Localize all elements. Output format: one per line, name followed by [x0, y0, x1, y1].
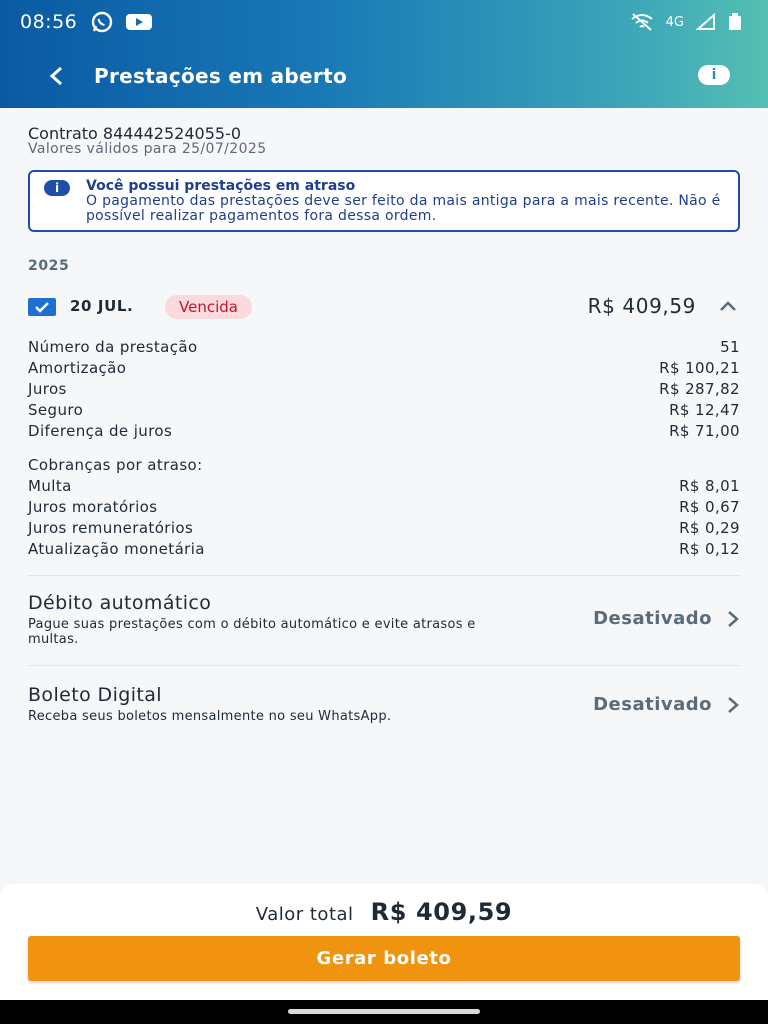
late-fee-row	[28, 519, 740, 540]
chevron-left-icon	[48, 66, 64, 86]
detail-row	[28, 422, 740, 443]
year-heading: 2025	[28, 258, 70, 274]
detail-row	[28, 338, 740, 359]
auto-debit-status: Desativado	[593, 608, 712, 629]
digital-slip-status: Desativado	[593, 694, 712, 715]
status-bar	[20, 10, 742, 34]
total-summary	[0, 898, 768, 926]
alert-message: O pagamento das prestações deve ser feito da mais antiga para a mais recente. Não é possível realizar pagamentos fora dessa ordem.	[86, 193, 721, 224]
fee-value: R$ 0,29	[679, 519, 740, 537]
detail-label: Diferença de juros	[28, 422, 173, 440]
contract-number: Contrato 844442524055-0	[28, 124, 242, 143]
auto-debit-title: Débito automático	[28, 592, 212, 614]
total-label: Valor total	[255, 904, 354, 925]
fee-label: Juros moratórios	[28, 498, 158, 516]
battery-icon	[728, 13, 742, 31]
generate-slip-button[interactable]: Gerar boleto	[28, 936, 740, 981]
auto-debit-setting[interactable]	[28, 592, 740, 652]
installment-amount: R$ 409,59	[587, 294, 696, 318]
signal-icon	[696, 13, 716, 31]
detail-label: Amortização	[28, 359, 127, 377]
detail-row	[28, 380, 740, 401]
divider	[28, 575, 740, 576]
main-content	[0, 108, 768, 884]
installment-details	[28, 338, 740, 561]
detail-row	[28, 401, 740, 422]
fee-value: R$ 0,67	[679, 498, 740, 516]
detail-value: R$ 12,47	[669, 401, 740, 419]
detail-label: Número da prestação	[28, 338, 198, 356]
detail-value: R$ 71,00	[669, 422, 740, 440]
youtube-icon	[125, 13, 153, 31]
late-fee-row	[28, 498, 740, 519]
info-button[interactable]	[698, 65, 730, 85]
chevron-right-icon	[726, 696, 740, 714]
detail-row	[28, 359, 740, 380]
info-icon: i	[711, 67, 717, 83]
chevron-up-icon[interactable]	[718, 298, 738, 314]
digital-slip-toggle-link[interactable]	[593, 694, 740, 715]
late-fee-row	[28, 540, 740, 561]
home-gesture-handle[interactable]	[288, 1009, 480, 1014]
fee-value: R$ 0,12	[679, 540, 740, 558]
late-fees-heading: Cobranças por atraso:	[28, 456, 203, 474]
detail-value: 51	[720, 338, 740, 356]
check-icon	[34, 301, 50, 313]
auto-debit-description: Pague suas prestações com o débito automático e evite atrasos e multas.	[28, 617, 476, 647]
validity-date: Valores válidos para 25/07/2025	[28, 141, 267, 157]
fee-value: R$ 8,01	[679, 477, 740, 495]
app-header	[0, 0, 768, 108]
fee-label: Juros remuneratórios	[28, 519, 194, 537]
late-payment-alert	[28, 170, 740, 232]
fee-label: Atualização monetária	[28, 540, 205, 558]
fee-label: Multa	[28, 477, 72, 495]
installment-date: 20 JUL.	[70, 297, 134, 315]
wifi-off-icon	[630, 13, 654, 31]
back-button[interactable]	[36, 56, 76, 96]
chevron-right-icon	[726, 610, 740, 628]
page-title: Prestações em aberto	[94, 64, 347, 88]
detail-label: Juros	[28, 380, 67, 398]
digital-slip-title: Boleto Digital	[28, 684, 162, 706]
digital-slip-description: Receba seus boletos mensalmente no seu WhatsApp.	[28, 709, 392, 724]
divider	[28, 665, 740, 666]
alert-title: Você possui prestações em atraso	[86, 178, 356, 194]
whatsapp-icon	[89, 11, 115, 33]
detail-value: R$ 100,21	[659, 359, 740, 377]
installment-checkbox[interactable]	[28, 298, 56, 316]
installment-header[interactable]	[28, 294, 740, 320]
auto-debit-toggle-link[interactable]	[593, 608, 740, 629]
digital-slip-setting[interactable]	[28, 684, 740, 728]
info-icon: i	[44, 180, 70, 196]
detail-value: R$ 287,82	[659, 380, 740, 398]
total-value: R$ 409,59	[370, 898, 513, 926]
detail-label: Seguro	[28, 401, 84, 419]
status-time: 08:56	[20, 11, 78, 33]
system-nav-bar	[0, 1000, 768, 1024]
status-badge: Vencida	[165, 295, 252, 319]
network-type: 4G	[665, 14, 684, 30]
payment-footer	[0, 884, 768, 1000]
late-fee-row	[28, 477, 740, 498]
